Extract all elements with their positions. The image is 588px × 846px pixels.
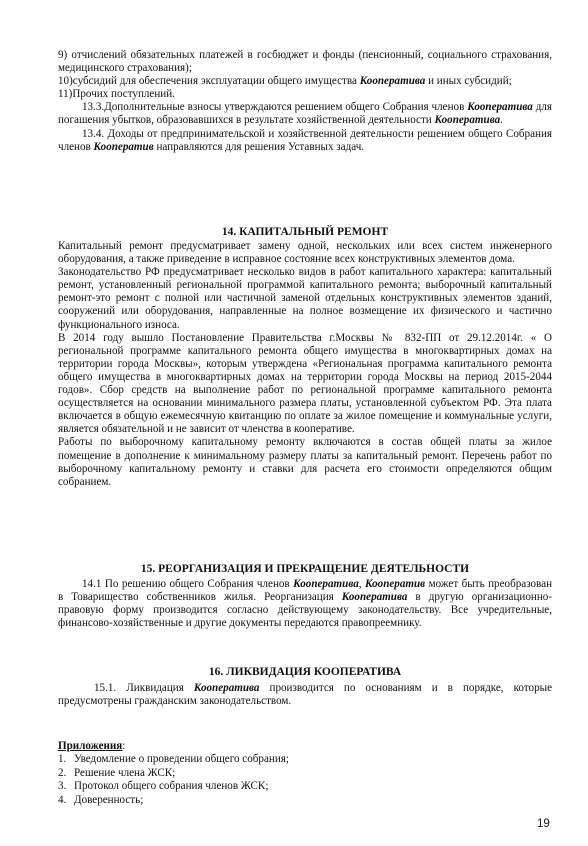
attachments-list bbox=[58, 740, 552, 807]
attachments-label: Приложения: bbox=[58, 740, 126, 752]
item-10: 10)субсидий для обеспечения эксплуатации общего имущества Кооператива и иных субсидий; bbox=[58, 75, 512, 88]
income-sources-block bbox=[58, 49, 552, 154]
s14-paragraph: В 2014 году вышло Постановление Правительства г.Москвы № 832-ПП от 29.12.2014г. « О региональной программе капитального ремонта общего имущества в многоквартирных домах на территории города Москвы», которым утверждена «Региональная программа капитального ремонта общего имущества в многоквартирных домах на территории города Москвы на период 2015-2044 годов». Сбор средств на выполнение работ по региональной программе капитального ремонта осуществляется на основании минимального размера платы, установленной субъектом РФ. Эта плата включается в общую ежемесячную квитанцию по оплате за жилое помещение и коммунальные услуги, является обязательной и не зависит от членства в кооперативе. bbox=[58, 331, 552, 436]
heading-section-14: 14. КАПИТАЛЬНЫЙ РЕМОНТ bbox=[221, 226, 389, 238]
section-15-body bbox=[58, 578, 552, 630]
item-11: 11)Прочих поступлений. bbox=[58, 88, 175, 101]
heading-section-16: 16. ЛИКВИДАЦИЯ КООПЕРАТИВА bbox=[208, 666, 402, 678]
heading-section-15: 15. РЕОРГАНИЗАЦИЯ И ПРЕКРАЩЕНИЕ ДЕЯТЕЛЬНОСТИ bbox=[140, 563, 470, 575]
list-item: 2. Решение члена ЖСК; bbox=[58, 766, 176, 779]
coop-word: Кооператива bbox=[359, 75, 426, 88]
list-item: 4. Доверенность; bbox=[58, 793, 144, 806]
s14-paragraph: Капитальный ремонт предусматривает замену одной, нескольких или всех систем инженерного оборудования, а также приведение в исправное состояние всех конструктивных элементов дома. bbox=[58, 240, 552, 266]
section-16-body bbox=[58, 682, 552, 708]
list-item: 3. Протокол общего собрания членов ЖСК; bbox=[58, 780, 269, 793]
clause-15-1: 15.1. Ликвидация Кооператива производится по основаниям и в порядке, которые предусмотрены гражданским законодательством. bbox=[58, 682, 552, 708]
s14-paragraph: Работы по выборочному капитальному ремонту включаются в состав общей платы за жилое помещение в дополнение к минимальному размеру платы за капитальный ремонт. Перечень работ по выборочному капитальному ремонту и ставки для расчета его стоимости определяются общим собранием. bbox=[58, 436, 552, 488]
page-number: 19 bbox=[537, 818, 550, 830]
section-14-body bbox=[58, 240, 552, 489]
clause-13-4: 13.4. Доходы от предпринимательской и хозяйственной деятельности решением общего Собрания членов Кооператив направляются для решения Уставных задач. bbox=[58, 127, 552, 153]
item-9: 9) отчислений обязательных платежей в госбюджет и фонды (пенсионный, социального страхования, медицинского страхования); bbox=[58, 49, 552, 75]
clause-14-1: 14.1 По решению общего Собрания членов Кооператива, Кооператив может быть преобразован в Товарищество собственников жилья. Реорганизация Кооператива в другую организационно-правовую форму производится согласно действующему законодательству. Все учредительные, финансово-хозяйственные и другие документы передаются правопреемнику. bbox=[58, 578, 553, 630]
s14-paragraph: Законодательство РФ предусматривает несколько видов в работ капитального характера: капитальный ремонт, установленный региональной программой капитального ремонта; выборочный капитальный ремонт-это ремонт с полной или частичной заменой отдельных конструктивных элементов зданий, сооружений или оборудования, направленные на полное возмещение их физического и частично функционального износа. bbox=[58, 266, 552, 331]
list-item: 1. Уведомление о проведении общего собрания; bbox=[58, 753, 289, 766]
clause-13-3: 13.3.Дополнительные взносы утверждаются решением общего Собрания членов Кооператива для погашения убытков, образовавшихся в результате хозяйственной деятельности Кооператива. bbox=[58, 101, 553, 127]
